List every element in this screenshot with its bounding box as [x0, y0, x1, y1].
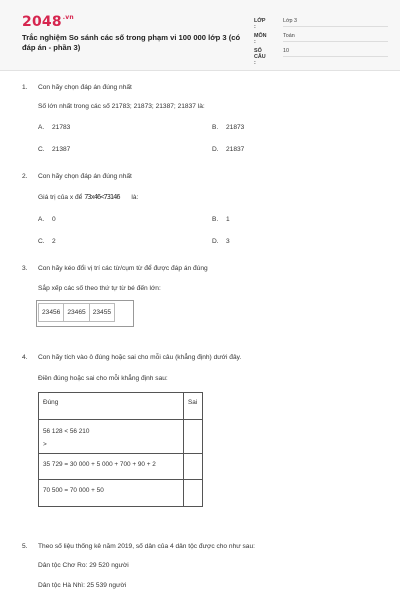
question-prompt: Con hãy kéo đổi vị trí các từ/cụm từ để được đáp án đúng [38, 265, 208, 272]
meta-value: Toán [283, 33, 388, 42]
question-prompt: Con hãy tích vào ô đúng hoặc sai cho mỗi câu (khẳng định) dưới đây. [38, 354, 242, 361]
inequality-expression: 73x46<73146 [84, 193, 120, 201]
option-d[interactable]: D. 21837 [212, 146, 245, 153]
data-line: Dân tộc Chơ Ro: 29 520 người [38, 562, 129, 569]
column-true-header: Đúng [39, 393, 184, 420]
data-line: Dân tộc Hà Nhì: 25 539 người [38, 582, 127, 589]
statement-row[interactable]: > [39, 437, 184, 454]
statement-row[interactable]: 70 500 = 70 000 + 50 [39, 480, 184, 507]
question-number: 1. [22, 84, 28, 91]
drag-items [38, 303, 115, 322]
question-stem: Số lớn nhất trong các số 21783; 21873; 21387; 21837 là: [38, 103, 205, 110]
false-checkbox[interactable] [184, 454, 203, 480]
drag-item[interactable]: 23455 [90, 304, 114, 321]
question-number: 2. [22, 173, 28, 180]
page-header [0, 0, 400, 71]
false-checkbox[interactable] [184, 480, 203, 507]
meta-key: MÔN : [254, 33, 267, 45]
meta-key: SỐ CÂU : [254, 48, 266, 66]
option-a[interactable]: A. 21783 [38, 124, 71, 131]
question-number: 3. [22, 265, 28, 272]
question-number: 4. [22, 354, 28, 361]
drag-item[interactable]: 23456 [39, 304, 64, 321]
statement-row[interactable]: 56 128 < 56 210 [39, 420, 184, 437]
option-b[interactable]: B. 1 [212, 216, 230, 223]
question-stem: Sắp xếp các số theo thứ tự từ bé đến lớn: [38, 285, 161, 292]
question-stem: Điền đúng hoặc sai cho mỗi khẳng định sau: [38, 375, 168, 382]
meta-key: LỚP : [254, 18, 266, 30]
document-title: Trắc nghiệm So sánh các số trong phạm vi 100 000 lớp 3 (có đáp án - phần 3) [22, 33, 241, 52]
false-checkbox[interactable] [184, 420, 203, 454]
option-d[interactable]: D. 3 [212, 238, 230, 245]
option-b[interactable]: B. 21873 [212, 124, 245, 131]
meta-value: Lớp 3 [283, 18, 388, 27]
statement-row[interactable]: 35 729 = 30 000 + 5 000 + 700 + 90 + 2 [39, 454, 184, 480]
option-c[interactable]: C. 21387 [38, 146, 71, 153]
option-a[interactable]: A. 0 [38, 216, 56, 223]
site-logo[interactable]: $2048^{.vn}$ [22, 14, 74, 30]
question-prompt: Con hãy chọn đáp án đúng nhất [38, 173, 132, 180]
question-prompt: Theo số liệu thống kê năm 2019, số dân của 4 dân tộc được cho như sau: [38, 543, 255, 550]
question-prompt: Con hãy chọn đáp án đúng nhất [38, 84, 132, 91]
question-stem: Giá trị của x để 73x46<73146 là: [38, 193, 139, 201]
meta-value: 10 [283, 48, 388, 57]
question-number: 5. [22, 543, 28, 550]
drag-item[interactable]: 23465 [64, 304, 89, 321]
true-false-table [38, 392, 203, 507]
column-false-header: Sai [184, 393, 203, 420]
option-c[interactable]: C. 2 [38, 238, 56, 245]
